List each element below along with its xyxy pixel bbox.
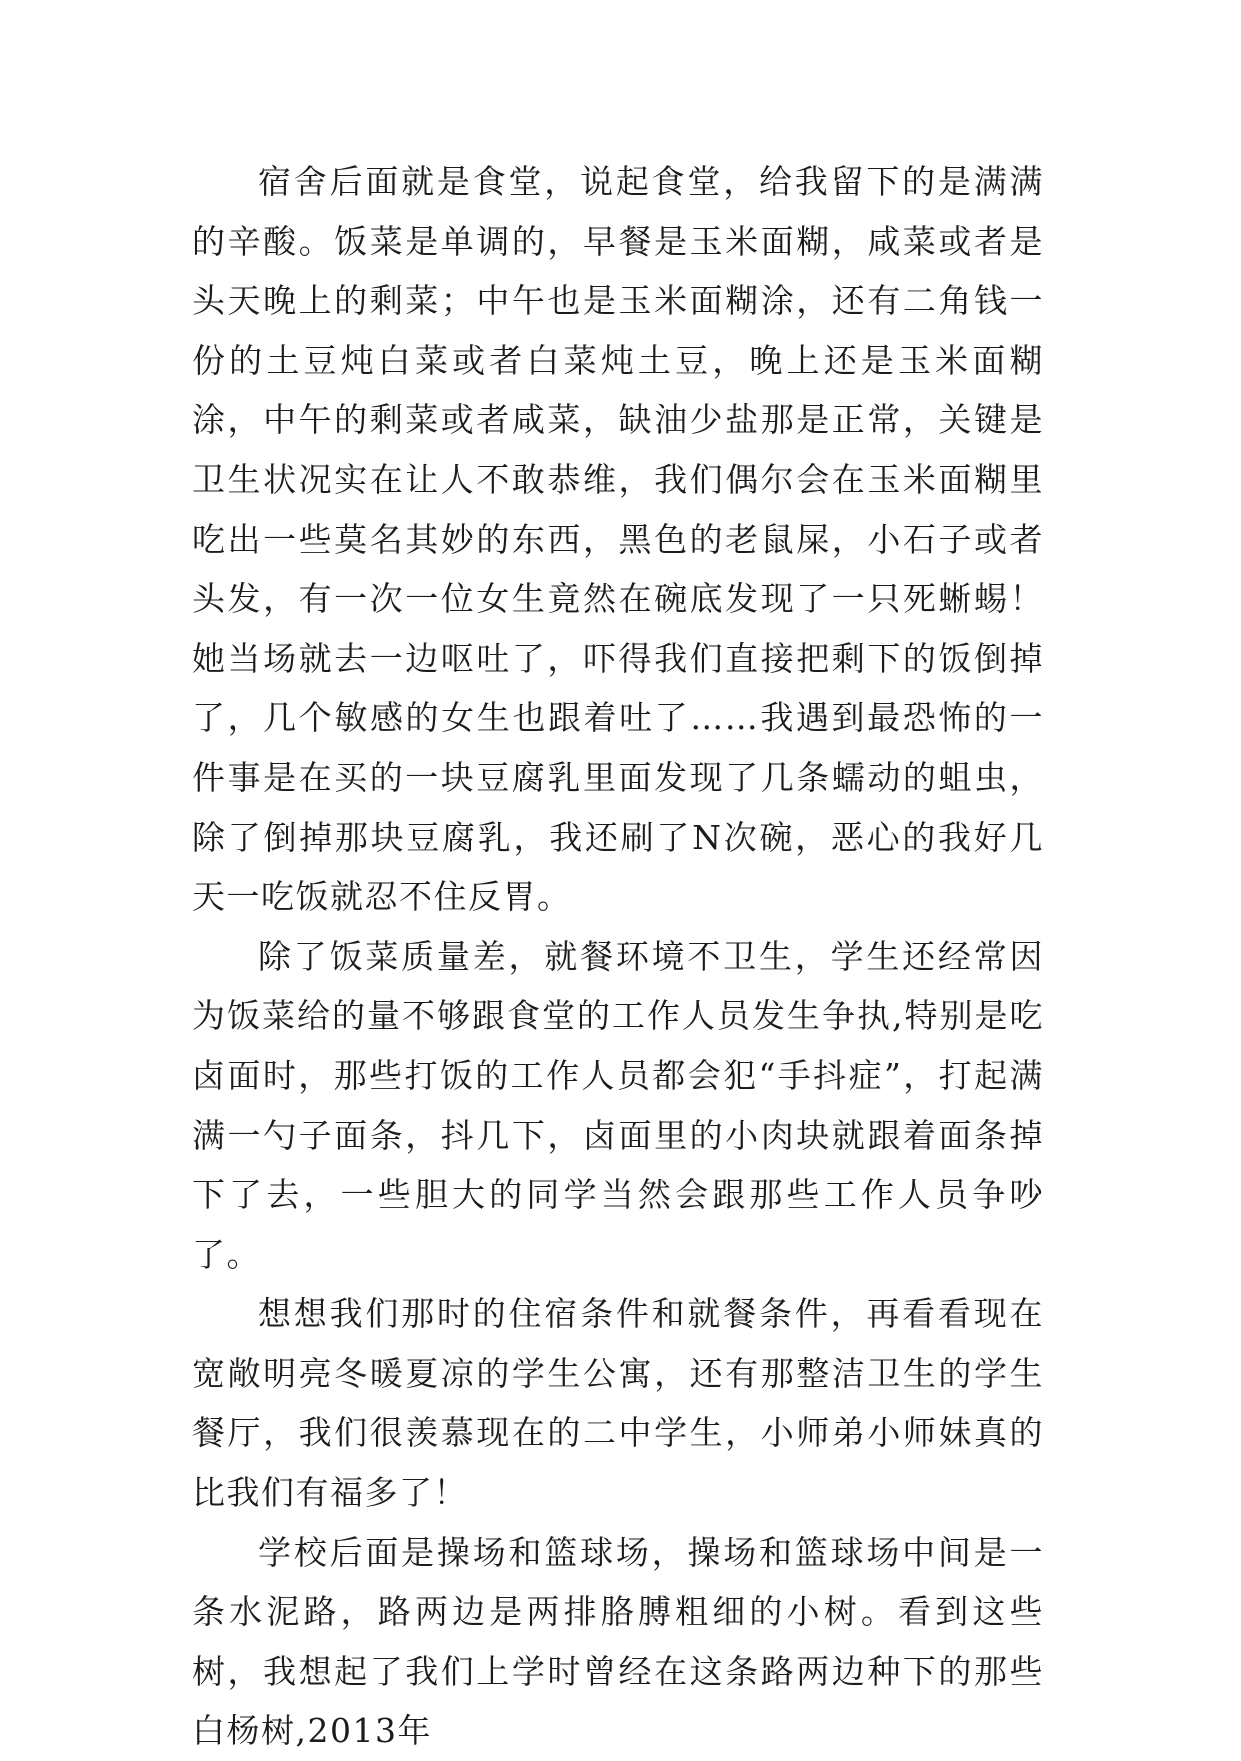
paragraph-canteen: 宿舍后面就是食堂，说起食堂，给我留下的是满满的辛酸。饭菜是单调的，早餐是玉米面糊，咸菜或者是头天晚上的剩菜；中午也是玉米面糊涂，还有二角钱一份的土豆炖白菜或者白菜炖土豆，晚上还是玉米面糊涂，中午的剩菜或者咸菜，缺油少盐那是正常，关键是卫生状况实在让人不敢恭维，我们偶尔会在玉米面糊里吃出一些莫名其妙的东西，黑色的老鼠屎，小石子或者头发，有一次一位女生竟然在碗底发现了一只死蜥蜴！她当场就去一边呕吐了，吓得我们直接把剩下的饭倒掉了，几个敏感的女生也跟着吐了……我遇到最恐怖的一件事是在买的一块豆腐乳里面发现了几条蠕动的蛆虫，除了倒掉那块豆腐乳，我还刷了N次碗，恶心的我好几天一吃饭就忍不住反胃。 bbox=[192, 162, 1044, 917]
paragraph-playground: 学校后面是操场和篮球场，操场和篮球场中间是一条水泥路，路两边是两排胳膊粗细的小树。看到这些树，我想起了我们上学时曾经在这条路两边种下的那些白杨树,2013年 bbox=[192, 1532, 1044, 1751]
paragraph-comparison: 想想我们那时的住宿条件和就餐条件，再看看现在宽敞明亮冬暖夏凉的学生公寓，还有那整洁卫生的学生餐厅，我们很羡慕现在的二中学生，小师弟小师妹真的比我们有福多了！ bbox=[192, 1294, 1044, 1513]
paragraph-food-portions: 除了饭菜质量差，就餐环境不卫生，学生还经常因为饭菜给的量不够跟食堂的工作人员发生争执,特别是吃卤面时，那些打饭的工作人员都会犯“手抖症”，打起满满一勺子面条，抖几下，卤面里的小肉块就跟着面条掉下了去，一些胆大的同学当然会跟那些工作人员争吵了。 bbox=[192, 936, 1044, 1274]
document-body bbox=[192, 152, 1044, 1761]
